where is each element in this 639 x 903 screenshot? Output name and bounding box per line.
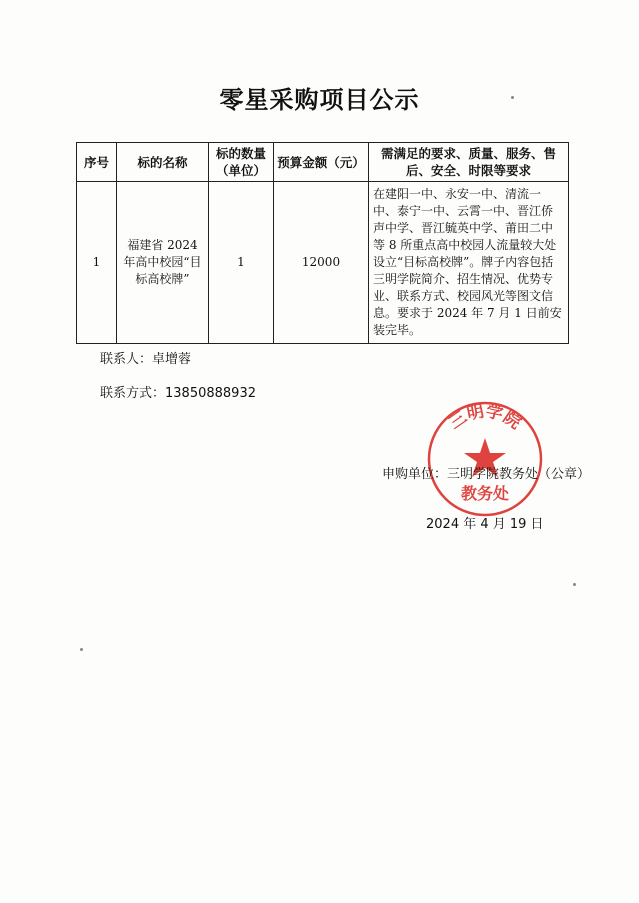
- svg-text:教务处: 教务处: [460, 484, 510, 503]
- page-title: 零星采购项目公示: [219, 86, 420, 114]
- scan-speck: [511, 96, 514, 99]
- official-seal-icon: [424, 398, 546, 520]
- applicant-unit: 申购单位：三明学院教务处（公章）: [382, 467, 591, 482]
- scan-speck: [80, 648, 83, 651]
- header-name: 标的名称: [117, 143, 209, 182]
- header-quantity: 标的数量（单位）: [209, 143, 274, 182]
- table-header-row: [77, 143, 569, 182]
- scan-speck: [573, 583, 576, 586]
- contact-person: 联系人：卓增蓉: [100, 352, 192, 367]
- cell-name: 福建省 2024 年高中校园“目标高校牌”: [117, 182, 209, 344]
- contact-phone: 联系方式：13850888932: [100, 386, 256, 401]
- table-row: [77, 182, 569, 344]
- header-budget: 预算金额（元）: [274, 143, 369, 182]
- cell-requirements: 在建阳一中、永安一中、清流一中、泰宁一中、云霄一中、晋江侨声中学、晋江毓英中学、莆田二中等 8 所重点高中校园人流量较大处设立“目标高校牌”。牌子内容包括三明学院简介、招生情况、优势专业、联系方式、校园风光等图文信息。要求于 2024 年 7 月 1 日前安装完毕。: [369, 182, 569, 344]
- header-requirements: 需满足的要求、质量、服务、售后、安全、时限等要求: [369, 143, 569, 182]
- cell-budget: 12000: [274, 182, 369, 344]
- cell-quantity: 1: [209, 182, 274, 344]
- svg-text:三明学院: 三明学院: [445, 401, 525, 434]
- header-index: 序号: [77, 143, 117, 182]
- sign-date: 2024 年 4 月 19 日: [426, 517, 544, 532]
- cell-index: 1: [77, 182, 117, 344]
- procurement-table: [76, 142, 569, 344]
